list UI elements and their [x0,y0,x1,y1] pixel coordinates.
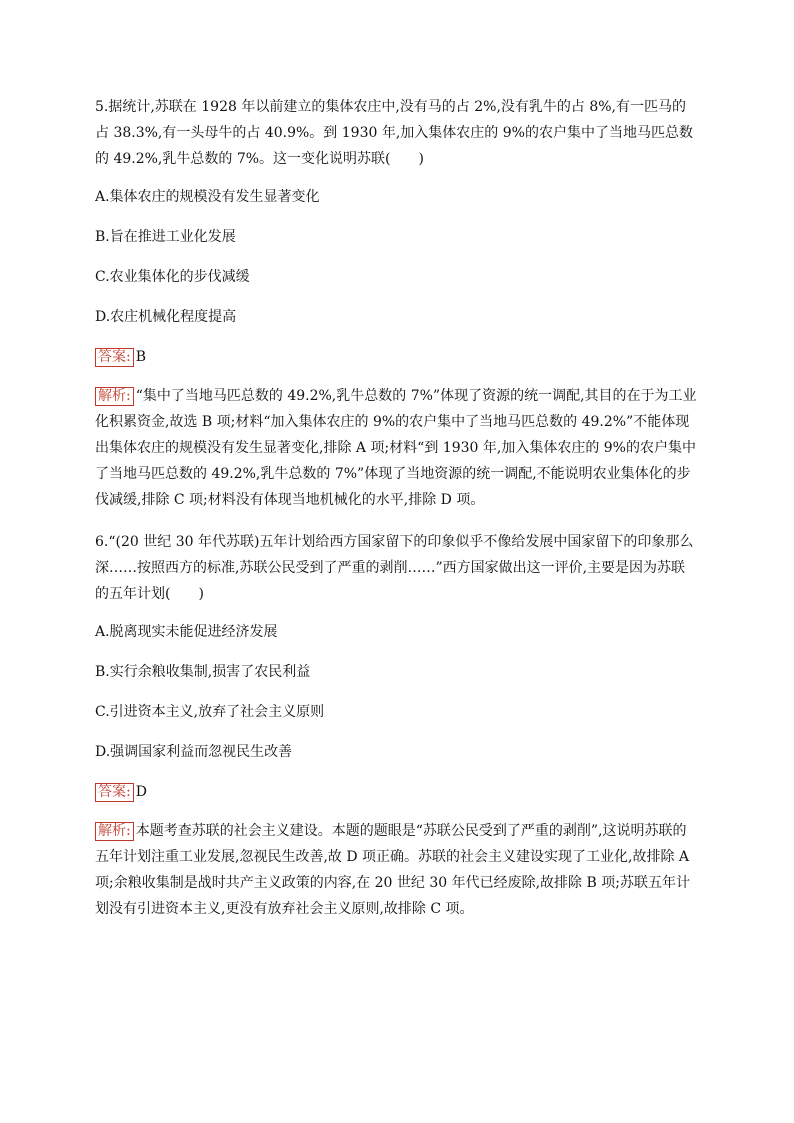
question-5 [95,94,699,513]
question-stem [95,94,699,172]
option-a: A.脱离现实未能促进经济发展 [95,624,278,640]
question-text: 据统计,苏联在 1928 年以前建立的集体农庄中,没有马的占 2%,没有乳牛的占 8%,有一匹马的占 38.3%,有一头母牛的占 40.9%。到 1930 年,加入集体农庄的 9%的农户集中了当地马匹总数的 49.2%,乳牛总数的 7%。这一变化说明苏联( ) [95,99,693,167]
option-d: D.强调国家利益而忽视民生改善 [95,744,293,760]
analysis-text: 本题考查苏联的社会主义建设。本题的题眼是“苏联公民受到了严重的剥削”,这说明苏联的五年计划注重工业发展,忽视民生改善,故 D 项正确。苏联的社会主义建设实现了工业化,故排除 A 项;余粮收集制是战时共产主义政策的内容,在 20 世纪 30 年代已经废除,故排除 B 项;苏联五年计划没有引进资本主义,更没有放弃社会主义原则,故排除 C 项。 [95,823,690,917]
analysis-tag: 解析: [95,387,134,406]
answer-line [95,347,699,367]
answer-value: B [135,349,147,365]
question-stem [95,529,699,607]
option-c: C.农业集体化的步伐减缓 [95,269,250,285]
option-b: B.旨在推进工业化发展 [95,229,236,245]
answer-value: D [135,784,147,800]
answer-line [95,782,699,802]
analysis-paragraph [95,818,699,922]
analysis-text: “集中了当地马匹总数的 49.2%,乳牛总数的 7%”体现了资源的统一调配,其目的在于为工业化积累资金,故选 B 项;材料“加入集体农庄的 9%的农户集中了当地马匹总数的 49.2%”不能体现出集体农庄的规模没有发生显著变化,排除 A 项;材料“到 1930 年,加入集体农庄的 9%的农户集中了当地马匹总数的 49.2%,乳牛总数的 7%”体现了当地资源的统一调配,不能说明农业集体化的步伐减缓,排除 C 项;材料没有体现当地机械化的水平,排除 D 项。 [95,388,697,508]
option-d: D.农庄机械化程度提高 [95,309,237,325]
option-b: B.实行余粮收集制,损害了农民利益 [95,664,311,680]
question-6 [95,529,699,922]
question-number: 5. [95,99,109,115]
option-a: A.集体农庄的规模没有发生显著变化 [95,189,320,205]
question-text: “(20 世纪 30 年代苏联)五年计划给西方国家留下的印象似乎不像给发展中国家留下的印象那么深……按照西方的标准,苏联公民受到了严重的剥削……”西方国家做出这一评价,主要是因为苏联的五年计划( ) [95,534,694,602]
answer-tag: 答案: [95,348,134,367]
question-number: 6. [95,534,109,550]
options-list [95,622,699,762]
analysis-tag: 解析: [95,822,134,841]
answer-tag: 答案: [95,783,134,802]
option-c: C.引进资本主义,放弃了社会主义原则 [95,704,325,720]
analysis-paragraph [95,383,699,513]
options-list [95,187,699,327]
